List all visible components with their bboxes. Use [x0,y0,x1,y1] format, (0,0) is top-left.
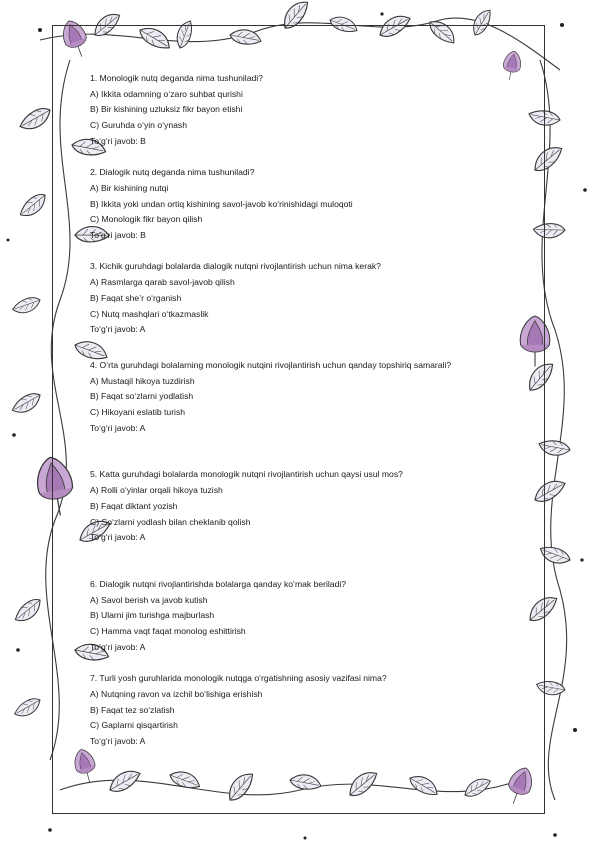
dot-icon [580,558,583,561]
dot-icon [16,648,20,652]
option-b: B) Faqat she’r o‘rganish [90,292,182,303]
option-c: C) Hamma vaqt faqat monolog eshittirish [90,626,246,637]
option-c: C) Nutq mashqlari o‘tkazmaslik [90,308,209,319]
option-b: B) Faqat diktant yozish [90,500,178,511]
dot-icon [553,833,557,837]
correct-answer: To‘g‘ri javob: A [90,532,146,543]
quiz-content [90,71,530,750]
question-title: 6. Dialogik nutqni rivojlantirishda bolalarga qanday ko‘mak beriladi? [90,578,347,589]
dot-icon [380,12,383,15]
question-block-4 [90,358,530,437]
question-block-1 [90,71,530,150]
question-block-2 [90,165,530,244]
question-title: 3. Kichik guruhdagi bolalarda dialogik nutqni rivojlantirish uchun nima kerak? [90,261,381,272]
option-a: A) Rasmlarga qarab savol-javob qilish [90,277,235,288]
dot-icon [7,239,10,242]
question-block-3 [90,259,530,338]
option-a: A) Rolli o‘yinlar orqali hikoya tuzish [90,485,223,496]
correct-answer: To‘g‘ri javob: A [90,324,146,335]
correct-answer: To‘g‘ri javob: A [90,735,146,746]
option-a: A) Mustaqil hikoya tuzdirish [90,375,195,386]
option-a: A) Bir kishining nutqi [90,182,169,193]
correct-answer: To‘g‘ri javob: A [90,641,146,652]
correct-answer: To‘g‘ri javob: A [90,422,146,433]
correct-answer: To‘g‘ri javob: B [90,230,146,241]
question-block-7 [90,671,530,750]
option-c: C) Gaplarni qisqartirish [90,720,178,731]
dot-icon [48,828,52,832]
dot-icon [12,433,16,437]
dot-icon [583,188,587,192]
correct-answer: To‘g‘ri javob: B [90,135,146,146]
option-c: C) Hikoyani eslatib turish [90,407,186,418]
question-title: 1. Monologik nutq deganda nima tushuniladi? [90,73,263,83]
question-title: 5. Katta guruhdagi bolalarda monologik nutqni rivojlantirish uchun qaysi usul mos? [90,469,403,480]
question-title: 2. Dialogik nutq deganda nima tushuniladi? [90,167,255,178]
dot-icon [560,23,564,27]
dot-icon [304,837,307,840]
option-a: A) Savol berish va javob kutish [90,594,208,605]
option-b: B) Ikkita yoki undan ortiq kishining savol-javob ko‘rinishidagi muloqoti [90,198,353,209]
option-a: A) Ikkita odamning o‘zaro suhbat qurishi [90,88,243,99]
option-b: B) Ularni jim turishga majburlash [90,610,215,621]
option-b: B) Bir kishining uzluksiz fikr bayon etishi [90,104,243,115]
question-title: 4. O‘rta guruhdagi bolalarning monologik nutqini rivojlantirish uchun qanday topshiriq samarali? [90,359,452,370]
option-c: C) So‘zlarni yodlash bilan cheklanib qolish [90,516,251,527]
option-a: A) Nutqning ravon va izchil bo‘lishiga erishish [90,688,263,699]
option-b: B) Faqat tez so‘zlatish [90,704,175,715]
question-title: 7. Turli yosh guruhlarida monologik nutqga o‘rgatishning asosiy vazifasi nima? [90,673,387,684]
question-block-5 [90,467,530,546]
option-c: C) Monologik fikr bayon qilish [90,214,203,225]
dot-icon [38,28,42,32]
dot-icon [573,728,577,732]
option-c: C) Guruhda o‘yin o‘ynash [90,120,187,131]
option-b: B) Faqat so‘zlarni yodlatish [90,391,194,402]
question-block-6 [90,577,530,656]
